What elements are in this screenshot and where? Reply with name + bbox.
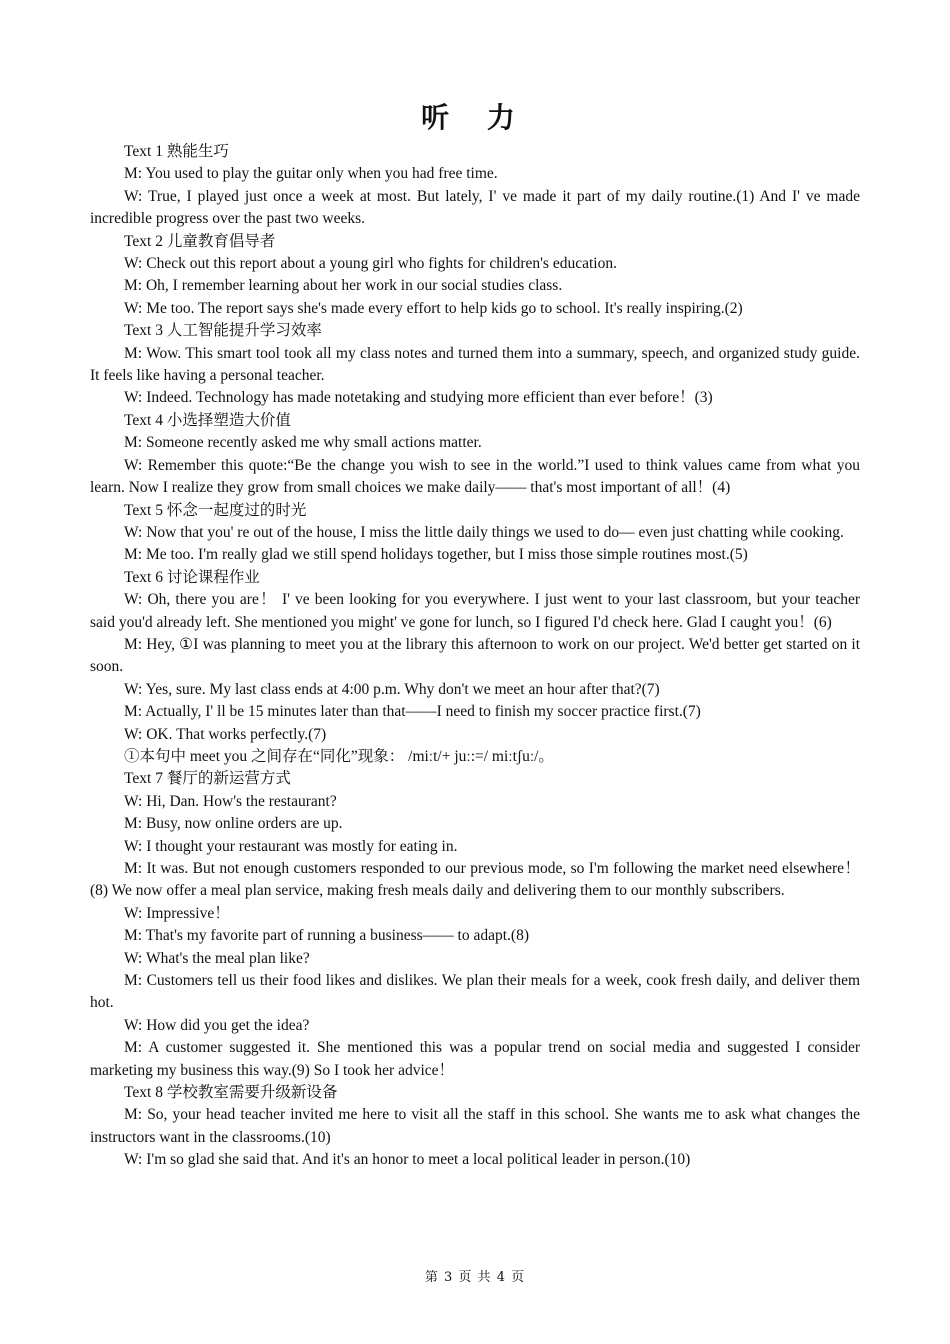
dialogue-line: M: Actually, I' ll be 15 minutes later than that——I need to finish my soccer practice first.(7) bbox=[124, 703, 701, 721]
section-heading: Text 3 人工智能提升学习效率 bbox=[124, 322, 322, 340]
dialogue-line: M: So, your head teacher invited me here to visit all the staff in this school. She wants me to ask what changes the instructors want in the classrooms.(10) bbox=[90, 1106, 860, 1146]
dialogue-line: W: Oh, there you are！ I' ve been looking for you everywhere. I just went to your last classroom, but your teacher said you'd already left. She mentioned you might' ve gone for lunch, so I figured I'd check here. Glad I caught you！(6) bbox=[90, 591, 860, 631]
dialogue-line: W: OK. That works perfectly.(7) bbox=[124, 725, 327, 743]
dialogue-line: M: Wow. This smart tool took all my class notes and turned them into a summary, speech, and organized study guide. It feels like having a personal teacher. bbox=[90, 344, 860, 385]
dialogue-line: M: Hey, ①I was planning to meet you at the library this afternoon to work on our project. We'd better get started on it soon. bbox=[90, 635, 860, 676]
dialogue-line: W: What's the meal plan like? bbox=[124, 949, 310, 967]
dialogue-line: W: True, I played just once a week at most. But lately, I' ve made it part of my daily routine.(1) And I' ve made incredible progress over the past two weeks. bbox=[90, 187, 860, 228]
dialogue-line: M: Me too. I'm really glad we still spend holidays together, but I miss those simple routines most.(5) bbox=[124, 546, 748, 564]
dialogue-line: M: Customers tell us their food likes and dislikes. We plan their meals for a week, cook fresh daily, and deliver them hot. bbox=[90, 972, 860, 1012]
dialogue-line: W: I'm so glad she said that. And it's an honor to meet a local political leader in person.(10) bbox=[124, 1151, 691, 1169]
dialogue-line: M: Someone recently asked me why small actions matter. bbox=[124, 434, 482, 452]
section-heading: Text 5 怀念一起度过的时光 bbox=[124, 501, 307, 519]
dialogue-line: W: Yes, sure. My last class ends at 4:00 p.m. Why don't we meet an hour after that?(7) bbox=[124, 680, 660, 698]
page-number-footer: 第 3 页 共 4 页 bbox=[424, 1270, 526, 1285]
section-heading: Text 1 熟能生巧 bbox=[124, 143, 229, 160]
dialogue-line: M: A customer suggested it. She mentioned this was a popular trend on social media and suggested I consider marketing my business this way.(9) So I took her advice！ bbox=[90, 1039, 860, 1079]
transcript-body bbox=[90, 141, 860, 1172]
dialogue-line: W: Indeed. Technology has made notetaking and studying more efficient than ever before！(3) bbox=[124, 389, 713, 407]
dialogue-line: W: Remember this quote:“Be the change you wish to see in the world.”I used to think values came from what you learn. Now I realize they grow from small choices we make daily—— that's most important of all！(4) bbox=[90, 456, 860, 497]
section-heading: Text 2 儿童教育倡导者 bbox=[124, 232, 276, 250]
dialogue-line: W: Hi, Dan. How's the restaurant? bbox=[124, 792, 337, 810]
dialogue-line: M: You used to play the guitar only when you had free time. bbox=[124, 165, 498, 183]
dialogue-line: W: Impressive！ bbox=[124, 904, 230, 922]
dialogue-line: M: Oh, I remember learning about her work in our social studies class. bbox=[124, 277, 563, 295]
dialogue-line: M: It was. But not enough customers responded to our previous mode, so I'm following the market need elsewhere！(8) We now offer a meal plan service, making fresh meals daily and delivering them to our monthly subscribers. bbox=[90, 860, 860, 900]
section-heading: Text 6 讨论课程作业 bbox=[124, 568, 260, 586]
dialogue-line: M: Busy, now online orders are up. bbox=[124, 815, 343, 833]
section-heading: Text 8 学校教室需要升级新设备 bbox=[124, 1084, 338, 1102]
dialogue-line: M: That's my favorite part of running a business—— to adapt.(8) bbox=[124, 927, 529, 945]
dialogue-line: W: I thought your restaurant was mostly for eating in. bbox=[124, 837, 458, 855]
dialogue-line: W: Check out this report about a young girl who fights for children's education. bbox=[124, 255, 617, 273]
dialogue-line: W: Now that you' re out of the house, I miss the little daily things we used to do— even just chatting while cooking. bbox=[124, 523, 844, 541]
dialogue-line: W: How did you get the idea? bbox=[124, 1016, 310, 1034]
page-title: 听 力 bbox=[421, 101, 529, 134]
phonetic-note: ①本句中 meet you 之间存在“同化”现象： /miːt/+ juː:=/ miːtʃuː/。 bbox=[124, 747, 554, 765]
dialogue-line: W: Me too. The report says she's made every effort to help kids go to school. It's really inspiring.(2) bbox=[124, 299, 743, 317]
section-heading: Text 4 小选择塑造大价值 bbox=[124, 411, 291, 429]
section-heading: Text 7 餐厅的新运营方式 bbox=[124, 770, 291, 788]
